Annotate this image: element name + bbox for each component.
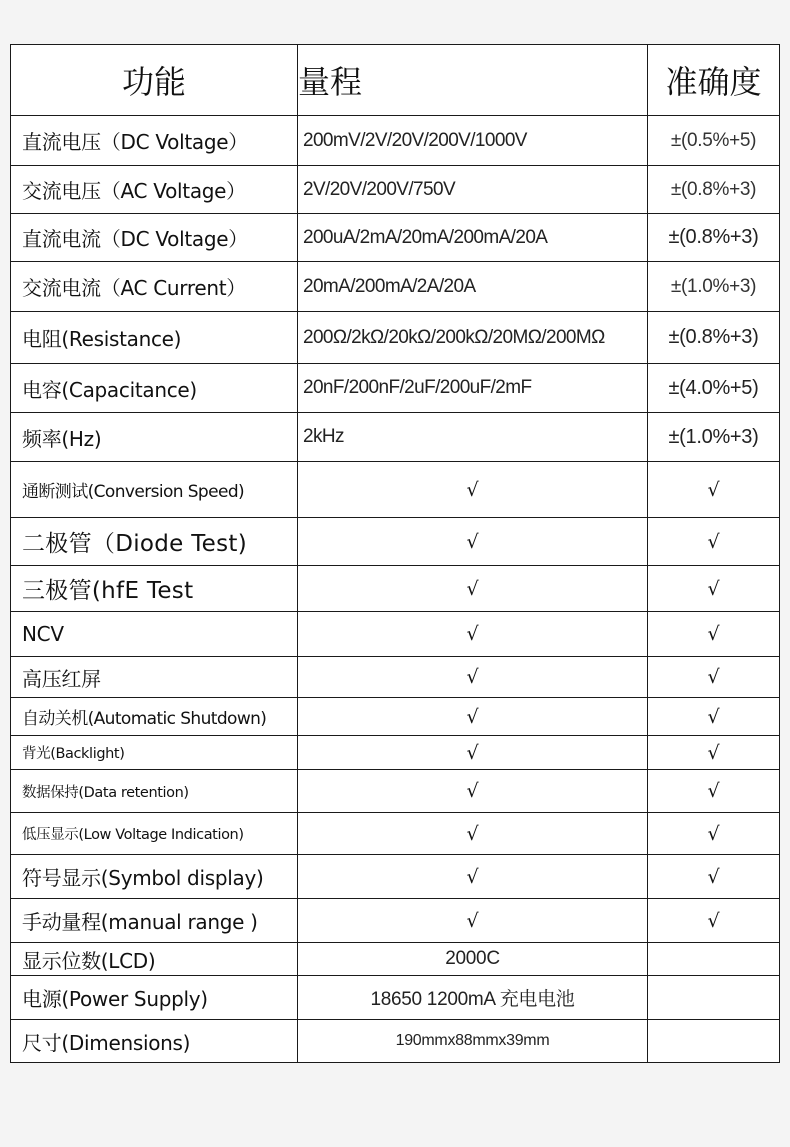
table-row (11, 312, 780, 364)
row-function: NCV (11, 612, 298, 657)
row-accuracy: √ (648, 462, 780, 518)
row-accuracy: ±(4.0%+5) (648, 364, 780, 413)
row-range: √ (298, 566, 648, 612)
row-function: 电容(Capacitance) (11, 364, 298, 413)
row-range: 20mA/200mA/2A/20A (298, 262, 648, 312)
table-row (11, 518, 780, 566)
row-range: 200uA/2mA/20mA/200mA/20A (298, 214, 648, 262)
row-function: 二极管（Diode Test) (11, 518, 298, 566)
row-range: √ (298, 462, 648, 518)
header-function: 功能 (11, 45, 298, 116)
row-function: 尺寸(Dimensions) (11, 1020, 298, 1063)
table-row (11, 943, 780, 976)
row-function: 三极管(hfE Test (11, 566, 298, 612)
row-range: 190mmx88mmx39mm (298, 1020, 648, 1063)
table-row (11, 166, 780, 214)
table-row (11, 1020, 780, 1063)
row-function: 手动量程(manual range ) (11, 899, 298, 943)
row-range: √ (298, 657, 648, 698)
row-function: 背光(Backlight) (11, 736, 298, 770)
row-accuracy: √ (648, 813, 780, 855)
row-accuracy: ±(1.0%+3) (648, 413, 780, 462)
row-function: 频率(Hz) (11, 413, 298, 462)
row-function: 自动关机(Automatic Shutdown) (11, 698, 298, 736)
row-accuracy: ±(0.8%+3) (648, 166, 780, 214)
row-function: 交流电压（AC Voltage） (11, 166, 298, 214)
table-row (11, 262, 780, 312)
row-accuracy: ±(0.5%+5) (648, 116, 780, 166)
row-range: √ (298, 736, 648, 770)
table-row (11, 770, 780, 813)
table-row (11, 657, 780, 698)
table-row (11, 612, 780, 657)
row-accuracy: √ (648, 855, 780, 899)
row-range: 18650 1200mA 充电电池 (298, 976, 648, 1020)
row-range: √ (298, 518, 648, 566)
table-row (11, 566, 780, 612)
row-accuracy (648, 976, 780, 1020)
row-range: 20nF/200nF/2uF/200uF/2mF (298, 364, 648, 413)
row-range: 200Ω/2kΩ/20kΩ/200kΩ/20MΩ/200MΩ (298, 312, 648, 364)
table-row (11, 462, 780, 518)
row-function: 低压显示(Low Voltage Indication) (11, 813, 298, 855)
table-header-row (11, 45, 780, 116)
row-accuracy: √ (648, 657, 780, 698)
table-row (11, 116, 780, 166)
row-accuracy: √ (648, 518, 780, 566)
row-accuracy: √ (648, 698, 780, 736)
row-range: √ (298, 770, 648, 813)
row-function: 通断测试(Conversion Speed) (11, 462, 298, 518)
row-accuracy: √ (648, 612, 780, 657)
table-row (11, 736, 780, 770)
row-range: √ (298, 612, 648, 657)
header-range: 量程 (298, 45, 648, 116)
row-accuracy (648, 943, 780, 976)
row-function: 数据保持(Data retention) (11, 770, 298, 813)
table-row (11, 698, 780, 736)
row-accuracy: ±(0.8%+3) (648, 214, 780, 262)
row-range: 2V/20V/200V/750V (298, 166, 648, 214)
table-row (11, 976, 780, 1020)
table-row (11, 214, 780, 262)
row-accuracy (648, 1020, 780, 1063)
row-accuracy: √ (648, 736, 780, 770)
row-range: √ (298, 855, 648, 899)
row-function: 电阻(Resistance) (11, 312, 298, 364)
row-accuracy: √ (648, 770, 780, 813)
row-range: 2000C (298, 943, 648, 976)
row-function: 显示位数(LCD) (11, 943, 298, 976)
row-range: 200mV/2V/20V/200V/1000V (298, 116, 648, 166)
table-row (11, 855, 780, 899)
header-accuracy: 准确度 (648, 45, 780, 116)
row-range: √ (298, 899, 648, 943)
table-row (11, 899, 780, 943)
table-row (11, 364, 780, 413)
row-function: 直流电流（DC Voltage） (11, 214, 298, 262)
row-accuracy: √ (648, 899, 780, 943)
row-range: 2kHz (298, 413, 648, 462)
table-row (11, 413, 780, 462)
row-accuracy: ±(1.0%+3) (648, 262, 780, 312)
row-accuracy: ±(0.8%+3) (648, 312, 780, 364)
row-function: 直流电压（DC Voltage） (11, 116, 298, 166)
row-function: 高压红屏 (11, 657, 298, 698)
spec-table (10, 44, 780, 1063)
row-function: 符号显示(Symbol display) (11, 855, 298, 899)
row-accuracy: √ (648, 566, 780, 612)
table-row (11, 813, 780, 855)
row-function: 交流电流（AC Current） (11, 262, 298, 312)
row-range: √ (298, 813, 648, 855)
row-function: 电源(Power Supply) (11, 976, 298, 1020)
row-range: √ (298, 698, 648, 736)
